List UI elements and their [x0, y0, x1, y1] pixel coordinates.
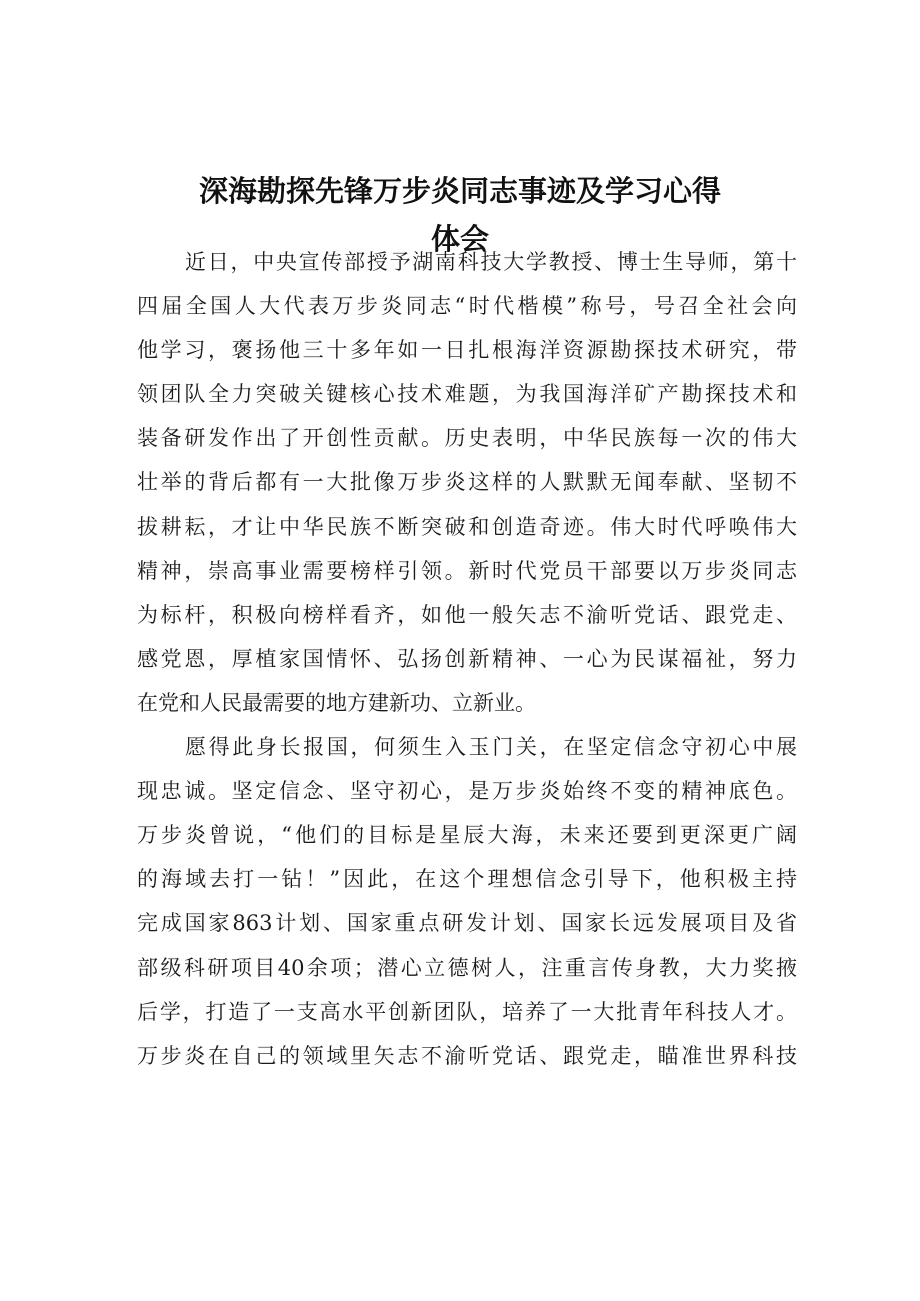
paragraph-line: 领团队全力突破关键核心技术难题，为我国海洋矿产勘探技术和	[137, 382, 797, 407]
paragraph-line: 后学，打造了一支高水平创新团队，培养了一大批青年科技人才。	[137, 999, 797, 1024]
paragraph-1	[137, 240, 797, 725]
paragraph-line: 愿得此身长报国，何须生入玉门关，在坚定信念守初心中展	[185, 735, 797, 760]
paragraph-line: 完成国家863计划、国家重点研发计划、国家长远发展项目及省	[137, 911, 797, 936]
paragraph-line: 的海域去打一钻！”因此，在这个理想信念引导下，他积极主持	[137, 867, 797, 892]
paragraph-line: 装备研发作出了开创性贡献。历史表明，中华民族每一次的伟大	[137, 426, 797, 451]
paragraph-line: 感党恩，厚植家国情怀、弘扬创新精神、一心为民谋福祉，努力	[137, 646, 797, 671]
paragraph-line: 万步炎在自己的领域里矢志不渝听党话、跟党走，瞄准世界科技	[137, 1043, 797, 1068]
title-line-1: 深海勘探先锋万步炎同志事迹及学习心得	[198, 174, 721, 209]
paragraph-line: 部级科研项目40余项；潜心立德树人，注重言传身教，大力奖掖	[137, 955, 797, 980]
paragraph-line: 现忠诚。坚定信念、坚守初心，是万步炎始终不变的精神底色。	[137, 779, 797, 804]
paragraph-line: 为标杆，积极向榜样看齐，如他一般矢志不渝听党话、跟党走、	[137, 602, 797, 627]
paragraph-line: 拔耕耘，才让中华民族不断突破和创造奇迹。伟大时代呼唤伟大	[137, 514, 797, 539]
paragraph-line: 他学习，褒扬他三十多年如一日扎根海洋资源勘探技术研究，带	[137, 338, 797, 363]
paragraph-line: 四届全国人大代表万步炎同志“时代楷模”称号，号召全社会向	[137, 294, 797, 319]
paragraph-line: 万步炎曾说，“他们的目标是星辰大海，未来还要到更深更广阔	[137, 823, 797, 848]
document-body	[137, 240, 797, 1078]
paragraph-line: 近日，中央宣传部授予湖南科技大学教授、博士生导师，第十	[185, 250, 797, 274]
paragraph-line: 壮举的背后都有一大批像万步炎这样的人默默无闻奉献、坚韧不	[137, 470, 797, 495]
title-line-2: 体会	[430, 222, 489, 257]
paragraph-line: 精神，崇高事业需要榜样引领。新时代党员干部要以万步炎同志	[137, 558, 797, 583]
paragraph-2	[137, 725, 797, 1078]
paragraph-line: 在党和人民最需要的地方建新功、立新业。	[137, 690, 536, 715]
